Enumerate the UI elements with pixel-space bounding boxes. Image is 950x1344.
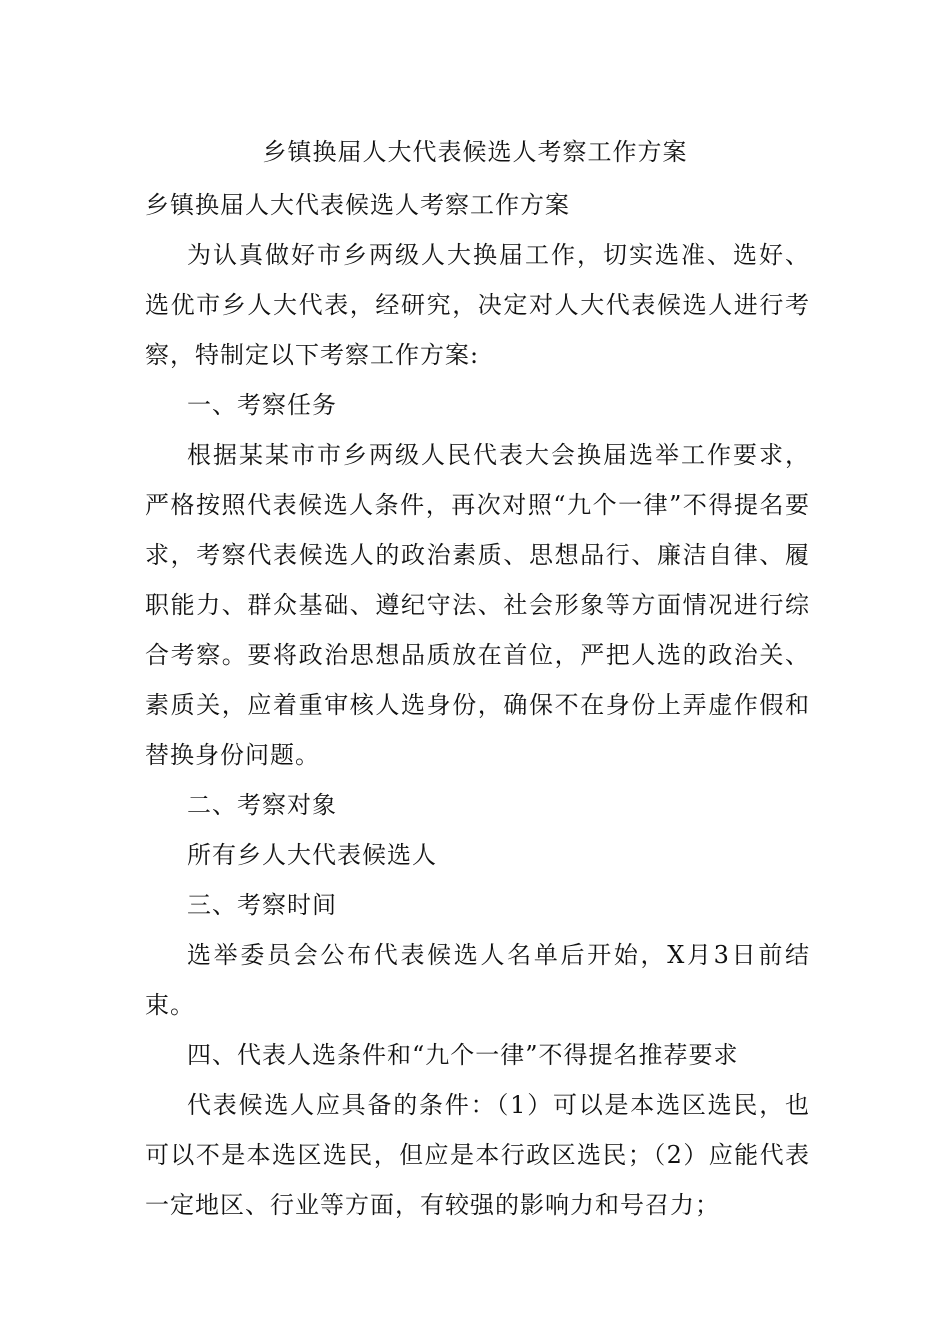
page-title: 乡镇换届人大代表候选人考察工作方案 <box>262 138 688 166</box>
section-heading-tasks: 一、考察任务 <box>187 391 337 419</box>
section-heading-time: 三、考察时间 <box>187 891 337 919</box>
conditions-paragraph: 代表候选人应具备的条件：（1）可以是本选区选民，也可以不是本选区选民，但应是本行政区选民；（2）应能代表一定地区、行业等方面，有较强的影响力和号召力； <box>145 1091 810 1219</box>
section-heading-targets: 二、考察对象 <box>187 791 337 819</box>
section-heading-conditions: 四、代表人选条件和“九个一律”不得提名推荐要求 <box>187 1041 739 1069</box>
time-paragraph: 选举委员会公布代表候选人名单后开始，X月3日前结束。 <box>145 941 810 1019</box>
document-body <box>145 180 810 1230</box>
intro-paragraph: 为认真做好市乡两级人大换届工作，切实选准、选好、选优市乡人大代表，经研究，决定对人大代表候选人进行考察，特制定以下考察工作方案: <box>145 241 810 369</box>
tasks-paragraph: 根据某某市市乡两级人民代表大会换届选举工作要求，严格按照代表候选人条件，再次对照“九个一律”不得提名要求，考察代表候选人的政治素质、思想品行、廉洁自律、履职能力、群众基础、遵纪守法、社会形象等方面情况进行综合考察。要将政治思想品质放在首位，严把人选的政治关、素质关，应着重审核人选身份，确保不在身份上弄虚作假和替换身份问题。 <box>145 441 810 769</box>
targets-paragraph: 所有乡人大代表候选人 <box>187 841 437 869</box>
document-subtitle: 乡镇换届人大代表候选人考察工作方案 <box>145 191 570 219</box>
